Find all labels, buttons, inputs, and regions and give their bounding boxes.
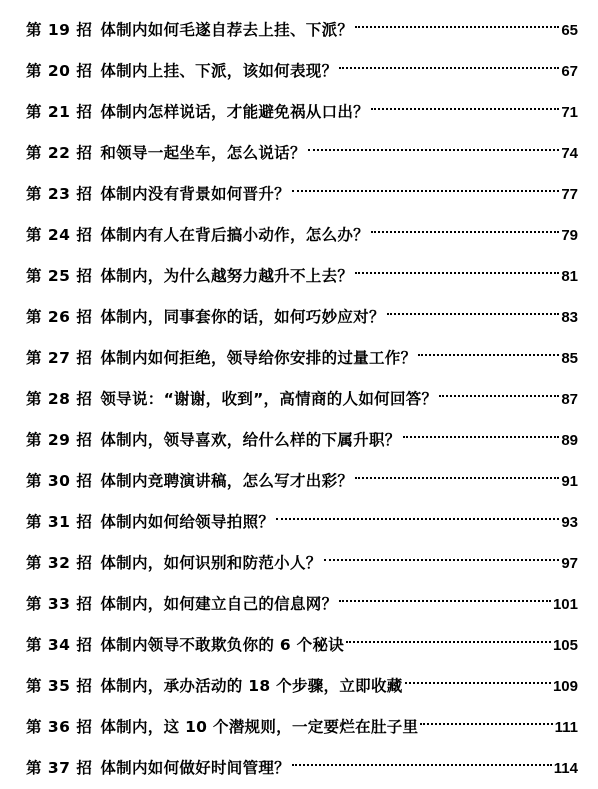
toc-entry[interactable] [26, 584, 578, 625]
entry-title: 体制内有人在背后搞小动作，怎么办？ [100, 226, 369, 244]
entry-title: 体制内竞聘演讲稿，怎么写才出彩？ [100, 472, 354, 490]
dot-leader [324, 559, 560, 561]
entry-page-number: 71 [561, 104, 578, 121]
dot-leader [387, 313, 560, 315]
entry-page-number: 79 [561, 227, 578, 244]
entry-label: 第 29 招 [26, 431, 93, 449]
dot-leader [355, 26, 559, 28]
entry-page-number: 77 [561, 186, 578, 203]
entry-page-number: 89 [561, 432, 578, 449]
toc-entry[interactable] [26, 174, 578, 215]
toc-entry[interactable] [26, 379, 578, 420]
entry-title: 体制内，如何建立自己的信息网？ [100, 595, 338, 613]
toc-entry[interactable] [26, 461, 578, 502]
toc-entry[interactable] [26, 625, 578, 666]
dot-leader [355, 272, 559, 274]
toc-entry[interactable] [26, 133, 578, 174]
entry-title: 体制内如何毛遂自荐去上挂、下派？ [100, 21, 354, 39]
toc-entry[interactable] [26, 502, 578, 543]
table-of-contents [26, 10, 578, 789]
toc-entry[interactable] [26, 10, 578, 51]
entry-title: 体制内，领导喜欢，给什么样的下属升职？ [100, 431, 401, 449]
entry-label: 第 28 招 [26, 390, 93, 408]
entry-label: 第 21 招 [26, 103, 93, 121]
dot-leader [371, 108, 559, 110]
entry-page-number: 81 [561, 268, 578, 285]
entry-page-number: 111 [554, 719, 578, 736]
toc-entry[interactable] [26, 215, 578, 256]
entry-page-number: 97 [561, 555, 578, 572]
entry-title: 体制内如何给领导拍照？ [100, 513, 275, 531]
toc-entry[interactable] [26, 338, 578, 379]
entry-page-number: 114 [553, 760, 578, 777]
entry-page-number: 67 [561, 63, 578, 80]
entry-title: 体制内怎样说话，才能避免祸从口出？ [100, 103, 369, 121]
dot-leader [339, 600, 551, 602]
dot-leader [355, 477, 559, 479]
entry-title: 体制内上挂、下派，该如何表现？ [100, 62, 338, 80]
entry-label: 第 35 招 [26, 677, 93, 695]
entry-title: 体制内，这 10 个潜规则，一定要烂在肚子里 [100, 718, 419, 736]
entry-label: 第 20 招 [26, 62, 93, 80]
dot-leader [420, 723, 552, 725]
entry-title: 领导说：“谢谢，收到”，高情商的人如何回答？ [100, 390, 438, 408]
entry-page-number: 93 [561, 514, 578, 531]
entry-label: 第 25 招 [26, 267, 93, 285]
entry-page-number: 74 [561, 145, 578, 162]
toc-entry[interactable] [26, 92, 578, 133]
dot-leader [439, 395, 559, 397]
entry-page-number: 105 [552, 637, 578, 654]
entry-label: 第 31 招 [26, 513, 93, 531]
entry-title: 体制内，为什么越努力越升不上去？ [100, 267, 354, 285]
entry-page-number: 91 [561, 473, 578, 490]
entry-title: 体制内，同事套你的话，如何巧妙应对？ [100, 308, 385, 326]
dot-leader [418, 354, 559, 356]
entry-label: 第 19 招 [26, 21, 93, 39]
entry-page-number: 83 [561, 309, 578, 326]
entry-page-number: 85 [561, 350, 578, 367]
dot-leader [405, 682, 551, 684]
entry-label: 第 32 招 [26, 554, 93, 572]
entry-page-number: 109 [552, 678, 578, 695]
toc-entry[interactable] [26, 707, 578, 748]
entry-label: 第 24 招 [26, 226, 93, 244]
toc-entry[interactable] [26, 51, 578, 92]
entry-title: 体制内，如何识别和防范小人？ [100, 554, 322, 572]
entry-title: 体制内领导不敢欺负你的 6 个秘诀 [100, 636, 345, 654]
entry-label: 第 33 招 [26, 595, 93, 613]
entry-label: 第 34 招 [26, 636, 93, 654]
dot-leader [308, 149, 560, 151]
entry-title: 体制内如何拒绝，领导给你安排的过量工作？ [100, 349, 417, 367]
entry-label: 第 22 招 [26, 144, 93, 162]
entry-title: 和领导一起坐车，怎么说话？ [100, 144, 306, 162]
entry-label: 第 26 招 [26, 308, 93, 326]
dot-leader [339, 67, 559, 69]
toc-entry[interactable] [26, 666, 578, 707]
toc-entry[interactable] [26, 420, 578, 461]
entry-title: 体制内没有背景如何晋升？ [100, 185, 290, 203]
entry-page-number: 87 [561, 391, 578, 408]
dot-leader [292, 764, 552, 766]
dot-leader [276, 518, 559, 520]
entry-title: 体制内，承办活动的 18 个步骤，立即收藏 [100, 677, 403, 695]
toc-entry[interactable] [26, 256, 578, 297]
toc-entry[interactable] [26, 543, 578, 584]
toc-entry[interactable] [26, 748, 578, 789]
entry-page-number: 65 [561, 22, 578, 39]
entry-page-number: 101 [552, 596, 578, 613]
dot-leader [403, 436, 560, 438]
toc-entry[interactable] [26, 297, 578, 338]
entry-label: 第 30 招 [26, 472, 93, 490]
dot-leader [292, 190, 559, 192]
dot-leader [346, 641, 551, 643]
entry-label: 第 36 招 [26, 718, 93, 736]
entry-label: 第 23 招 [26, 185, 93, 203]
dot-leader [371, 231, 559, 233]
entry-title: 体制内如何做好时间管理？ [100, 759, 290, 777]
entry-label: 第 27 招 [26, 349, 93, 367]
entry-label: 第 37 招 [26, 759, 93, 777]
